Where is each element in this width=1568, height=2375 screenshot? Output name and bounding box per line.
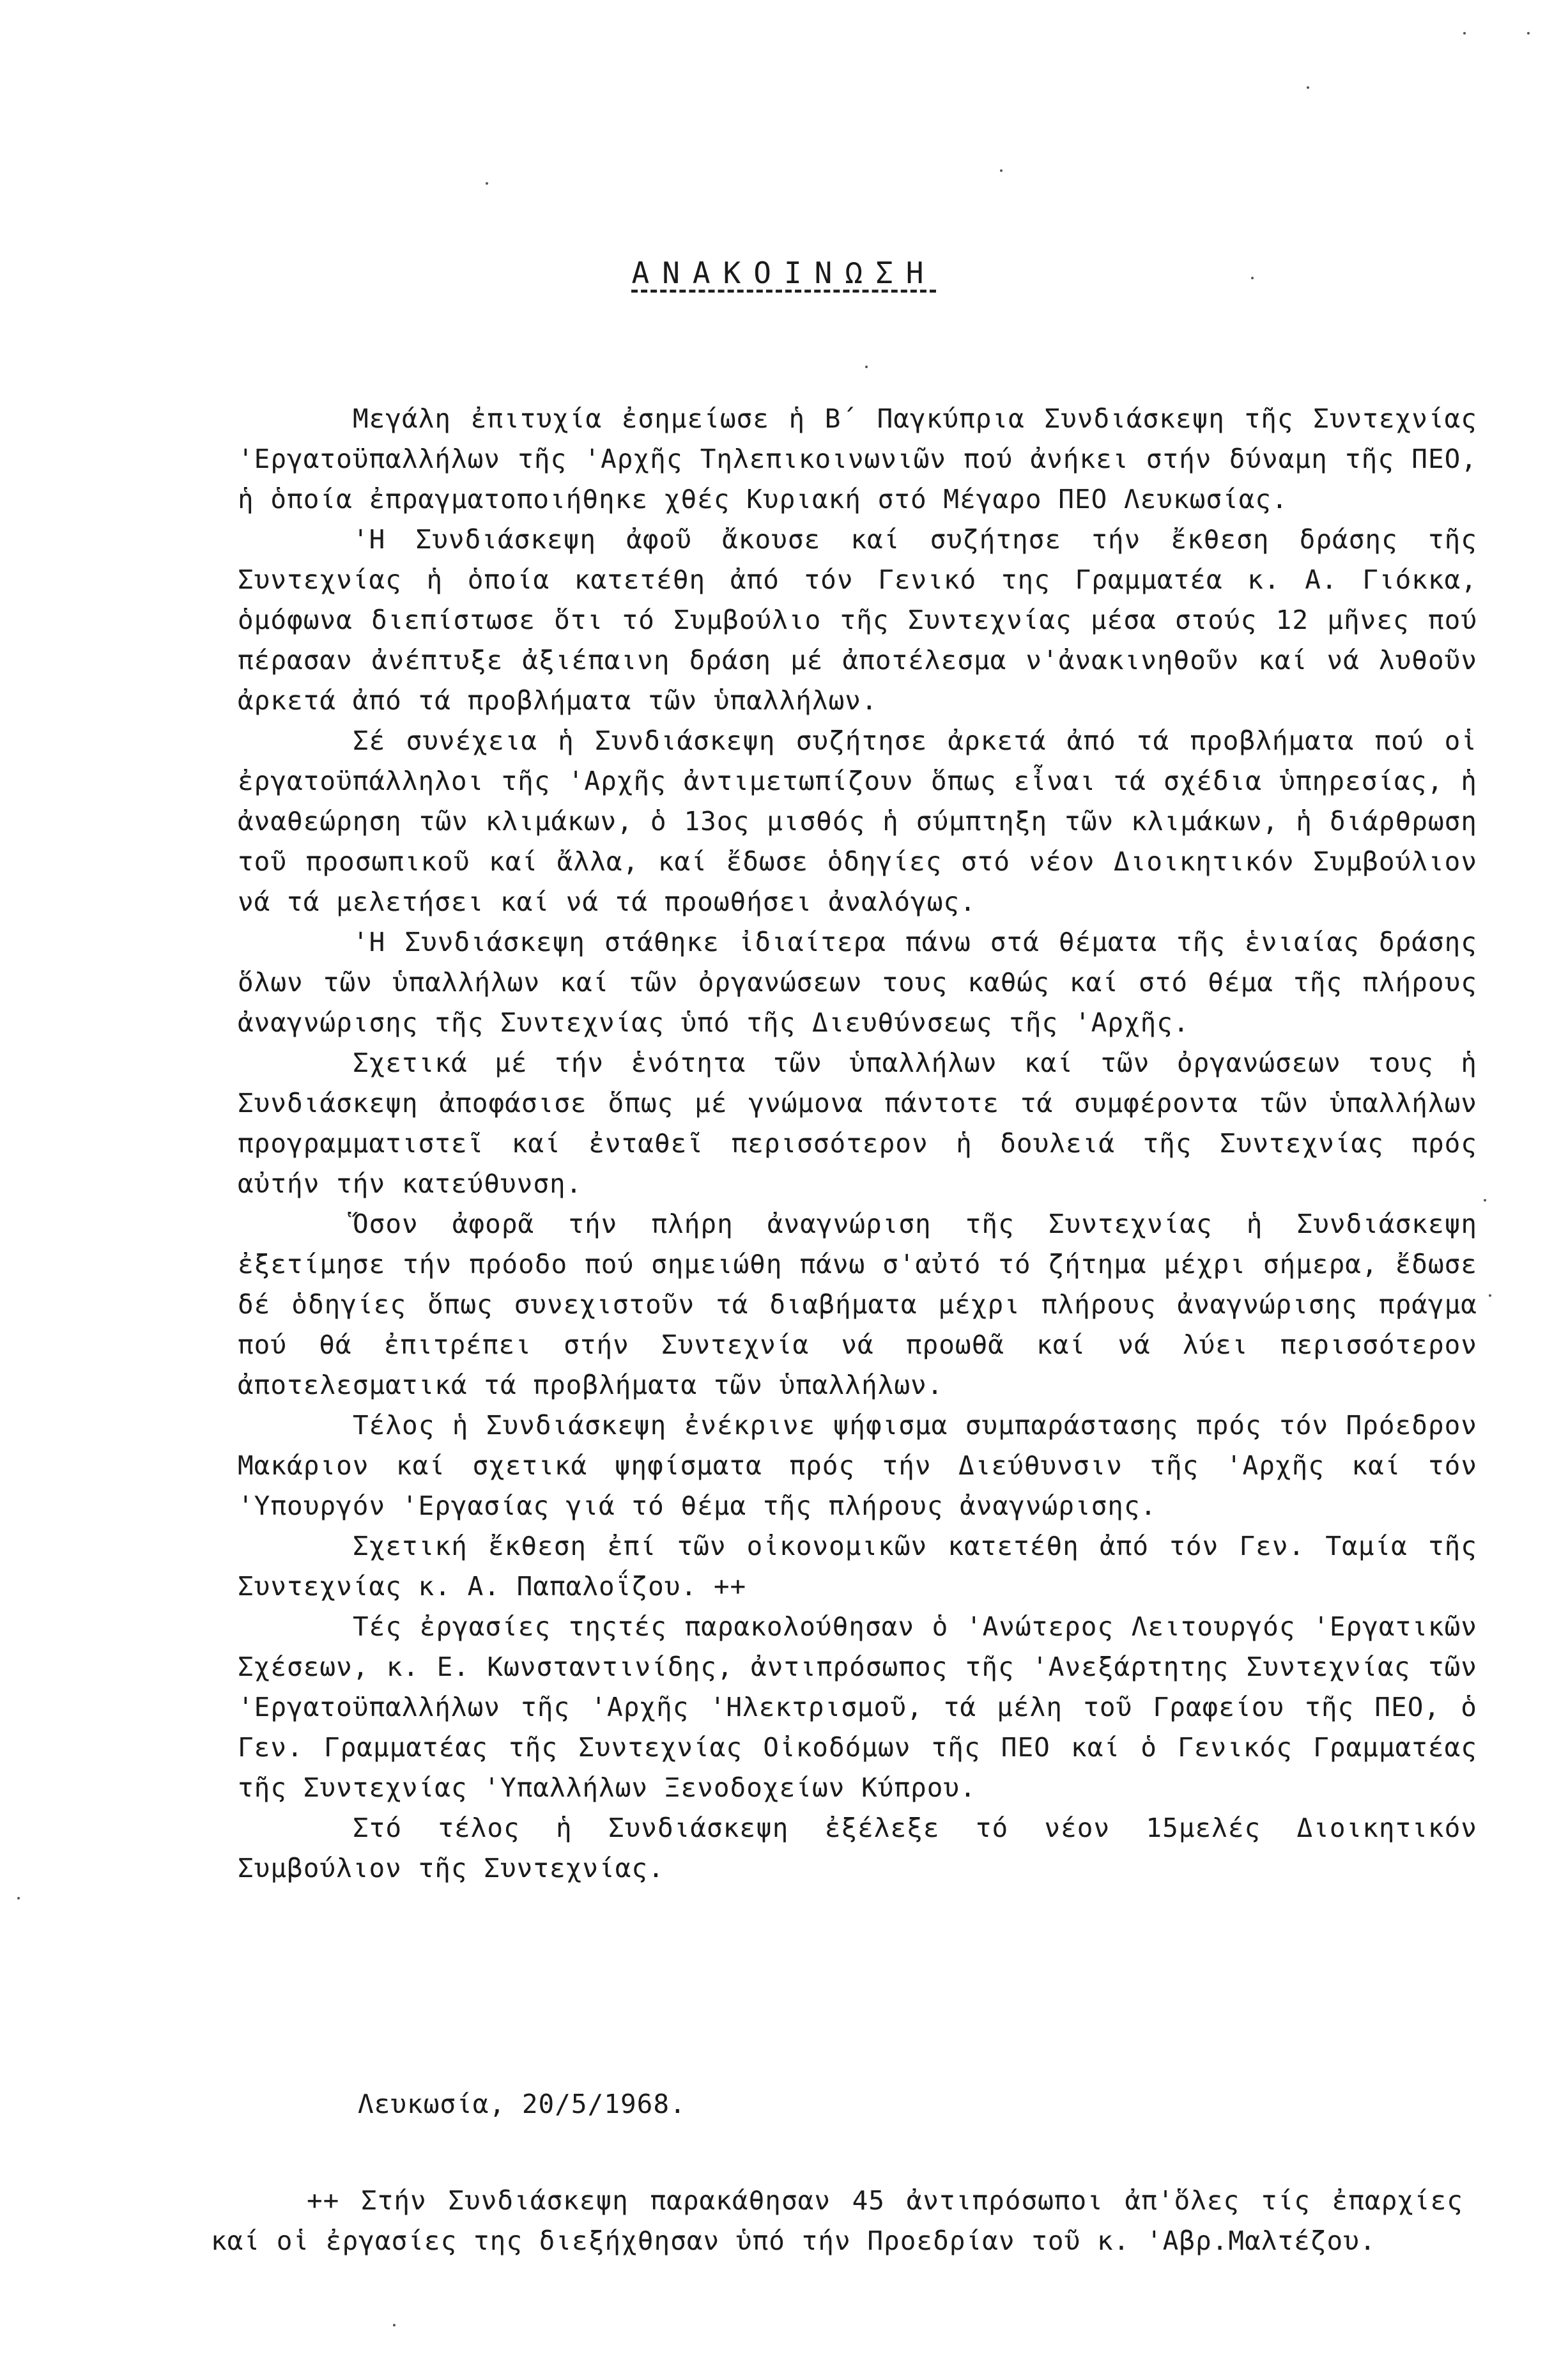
- paragraph-6: Ὅσον ἀφορᾶ τήν πλήρη ἀναγνώριση τῆς Συντεχνίας ἡ Συνδιάσκεψη ἐξετίμησε τήν πρόοδο πού σημειώθη πάνω σ'αὐτό τό ζήτημα μέχρι σήμερα, ἔδωσε δέ ὁδηγίες ὅπως συνεχιστοῦν τά διαβήματα μέχρι πλήρους ἀναγνώρισης πράγμα πού θά ἐπιτρέπει στήν Συντεχνία νά προωθᾶ καί νά λύει περισσότερον ἀποτελεσματικά τά προβλήματα τῶν ὑπαλλήλων.: [238, 1209, 1477, 1400]
- scan-speck: [393, 2324, 396, 2326]
- footnote: ++ Στήν Συνδιάσκεψη παρακάθησαν 45 ἀντιπρόσωποι ἀπ'ὅλες τίς ἐπαρχίες καί οἱ ἐργασίες της διεξήχθησαν ὑπό τήν Προεδρίαν τοῦ κ. 'Αβρ.Μαλτέζου.: [211, 2185, 1463, 2256]
- scan-speck: [865, 366, 868, 368]
- document-body: [238, 399, 1477, 1889]
- place-and-date: Λευκωσία, 20/5/1968.: [358, 2089, 686, 2119]
- scan-speck: [17, 1897, 20, 1899]
- scan-speck: [486, 182, 488, 185]
- paragraph-4: 'Η Συνδιάσκεψη στάθηκε ἰδιαίτερα πάνω στά θέματα τῆς ἑνιαίας δράσης ὅλων τῶν ὑπαλλήλων καί τῶν ὀργανώσεων τους καθώς καί στό θέμα τῆς πλήρους ἀναγνώρισης τῆς Συντεχνίας ὑπό τῆς Διευθύνσεως τῆς 'Αρχῆς.: [238, 927, 1477, 1038]
- scan-speck: [1489, 1294, 1491, 1297]
- document-title: ΑΝΑΚΟΙΝΩΣΗ: [631, 256, 937, 290]
- paragraph-9: Τές ἐργασίες τηςτές παρακολούθησαν ὁ 'Ανώτερος Λειτουργός 'Εργατικῶν Σχέσεων, κ. Ε. Κωνσταντινίδης, ἀντιπρόσωπος τῆς 'Ανεξάρτητης Συντεχνίας τῶν 'Εργατοϋπαλλήλων τῆς 'Αρχῆς 'Ηλεκτρισμοῦ, τά μέλη τοῦ Γραφείου τῆς ΠΕΟ, ὁ Γεν. Γραμματέας τῆς Συντεχνίας Οἰκοδόμων τῆς ΠΕΟ καί ὁ Γενικός Γραμματέας τῆς Συντεχνίας 'Υπαλλήλων Ξενοδοχείων Κύπρου.: [238, 1611, 1477, 1803]
- scan-speck: [1000, 169, 1003, 172]
- paragraph-8: Σχετική ἔκθεση ἐπί τῶν οἰκονομικῶν κατετέθη ἀπό τόν Γεν. Ταμία τῆς Συντεχνίας κ. Α. Παπαλοΐζου. ++: [238, 1531, 1477, 1602]
- paragraph-1: Μεγάλη ἐπιτυχία ἐσημείωσε ἡ Β΄ Παγκύπρια Συνδιάσκεψη τῆς Συντεχνίας 'Εργατοϋπαλλήλων τῆς 'Αρχῆς Τηλεπικοινωνιῶν πού ἀνήκει στήν δύναμη τῆς ΠΕΟ, ἡ ὁποία ἐπραγματοποιήθηκε χθές Κυριακή στό Μέγαρο ΠΕΟ Λευκωσίας.: [238, 403, 1477, 514]
- scan-speck: [1484, 1199, 1486, 1202]
- paragraph-5: Σχετικά μέ τήν ἑνότητα τῶν ὑπαλλήλων καί τῶν ὀργανώσεων τους ἡ Συνδιάσκεψη ἀποφάσισε ὅπως μέ γνώμονα πάντοτε τά συμφέροντα τῶν ὑπαλλήλων προγραμματιστεῖ καί ἐνταθεῖ περισσότερον ἡ δουλειά τῆς Συντεχνίας πρός αὐτήν τήν κατεύθυνση.: [238, 1048, 1477, 1199]
- scan-speck: [1251, 277, 1254, 279]
- paragraph-7: Τέλος ἡ Συνδιάσκεψη ἐνέκρινε ψήφισμα συμπαράστασης πρός τόν Πρόεδρον Μακάριον καί σχετικά ψηφίσματα πρός τήν Διεύθυνσιν τῆς 'Αρχῆς καί τόν 'Υπουργόν 'Εργασίας γιά τό θέμα τῆς πλήρους ἀναγνώρισης.: [238, 1410, 1477, 1521]
- scan-speck: [1307, 86, 1309, 89]
- scan-speck: [1463, 32, 1466, 35]
- paragraph-10: Στό τέλος ἡ Συνδιάσκεψη ἐξέλεξε τό νέον 15μελές Διοικητικόν Συμβούλιον τῆς Συντεχνίας.: [238, 1813, 1477, 1884]
- scan-speck: [1527, 32, 1530, 35]
- paragraph-3: Σέ συνέχεια ἡ Συνδιάσκεψη συζήτησε ἀρκετά ἀπό τά προβλήματα πού οἱ ἐργατοϋπάλληλοι τῆς 'Αρχῆς ἀντιμετωπίζουν ὅπως εἶναι τά σχέδια ὑπηρεσίας, ἡ ἀναθεώρηση τῶν κλιμάκων, ὁ 13ος μισθός ἡ σύμπτηξη τῶν κλιμάκων, ἡ διάρθρωση τοῦ προσωπικοῦ καί ἄλλα, καί ἔδωσε ὁδηγίες στό νέον Διοικητικόν Συμβούλιον νά τά μελετήσει καί νά τά προωθήσει ἀναλόγως.: [238, 725, 1477, 917]
- paragraph-2: 'Η Συνδιάσκεψη ἀφοῦ ἄκουσε καί συζήτησε τήν ἔκθεση δράσης τῆς Συντεχνίας ἡ ὁποία κατετέθη ἀπό τόν Γενικό της Γραμματέα κ. Α. Γιόκκα, ὁμόφωνα διεπίστωσε ὅτι τό Συμβούλιο τῆς Συντεχνίας μέσα στούς 12 μῆνες πού πέρασαν ἀνέπτυξε ἀξιέπαινη δράση μέ ἀποτέλεσμα ν'ἀνακινηθοῦν καί νά λυθοῦν ἀρκετά ἀπό τά προβλήματα τῶν ὑπαλλήλων.: [238, 524, 1477, 716]
